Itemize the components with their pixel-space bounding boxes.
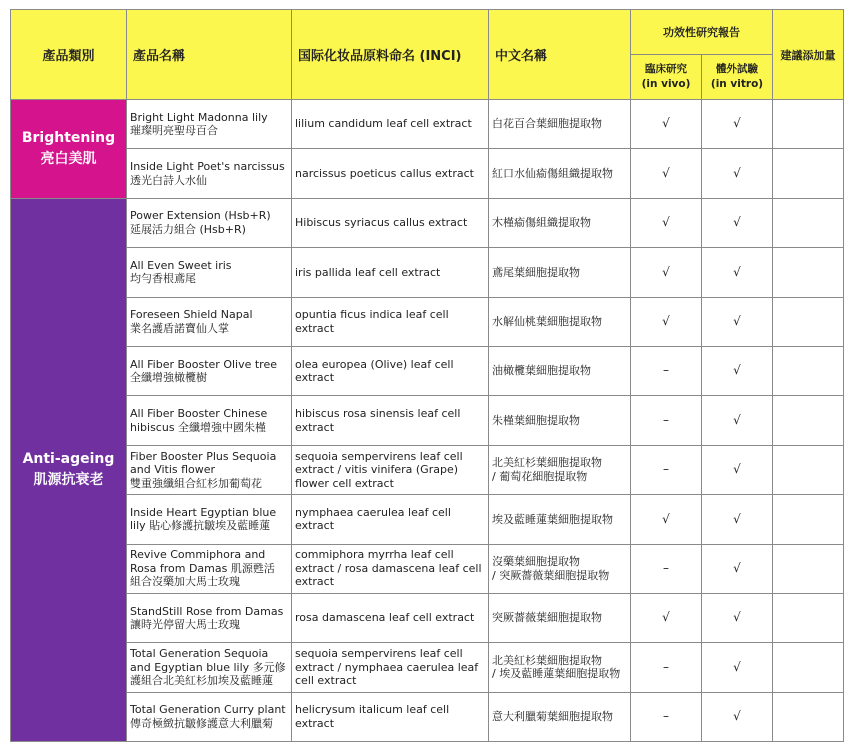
table-row (11, 692, 844, 741)
in-vivo-mark: – (631, 692, 702, 741)
product-name: StandStill Rose from Damas (130, 604, 284, 618)
product-name: Inside Light Poet's narcissus (130, 160, 285, 174)
table-row (11, 149, 844, 198)
header-in-vitro (702, 55, 773, 100)
header-inci: 国际化妆品原料命名 (INCI) (292, 10, 489, 100)
table-row (11, 248, 844, 297)
chinese-name-cell: 埃及藍睡蓮葉細胞提取物 (489, 495, 631, 544)
recommended-dosage-cell (773, 593, 844, 642)
recommended-dosage-cell (773, 544, 844, 593)
recommended-dosage-cell (773, 100, 844, 149)
chinese-name-cont: / 突厥薔薇葉細胞提取物 (492, 568, 610, 582)
table-row (11, 198, 844, 247)
inci-cell: sequoia sempervirens leaf cell extract / vitis vinifera (Grape) flower cell extract (292, 445, 489, 494)
header-efficacy-report: 功效性研究報告 (631, 10, 773, 55)
in-vivo-mark: √ (631, 495, 702, 544)
inci-cell: lilium candidum leaf cell extract (292, 100, 489, 149)
product-name-zh: lily 貼心修護抗皺埃及藍睡蓮 (130, 519, 271, 533)
product-name-cell (127, 100, 292, 149)
in-vitro-mark: √ (702, 495, 773, 544)
inci-cell: hibiscus rosa sinensis leaf cell extract (292, 396, 489, 445)
inci-cell: sequoia sempervirens leaf cell extract / nymphaea caerulea leaf cell extract (292, 643, 489, 692)
category-brightening (11, 100, 127, 199)
recommended-dosage-cell (773, 297, 844, 346)
product-name-cell (127, 396, 292, 445)
chinese-name-cell: 意大利臘菊葉細胞提取物 (489, 692, 631, 741)
chinese-name: 北美紅杉葉細胞提取物 (492, 456, 602, 470)
recommended-dosage-cell (773, 248, 844, 297)
table-row (11, 495, 844, 544)
product-name: Revive Commiphora and (130, 548, 266, 562)
table-row (11, 593, 844, 642)
product-name-zh: 組合沒藥加大馬士玫瑰 (130, 575, 240, 589)
chinese-name-cell: 白花百合葉細胞提取物 (489, 100, 631, 149)
inci-cell: commiphora myrrha leaf cell extract / rosa damascena leaf cell extract (292, 544, 489, 593)
in-vitro-mark: √ (702, 643, 773, 692)
in-vivo-mark: √ (631, 100, 702, 149)
chinese-name-cell: 朱槿葉細胞提取物 (489, 396, 631, 445)
product-name-zh: 傳奇極緻抗皺修護意大利臘菊 (130, 716, 273, 730)
product-name-cell (127, 346, 292, 395)
in-vivo-mark: √ (631, 149, 702, 198)
table-row (11, 346, 844, 395)
category-anti-ageing (11, 198, 127, 741)
product-name: Foreseen Shield Napal (130, 308, 253, 322)
inci-cell: helicrysum italicum leaf cell extract (292, 692, 489, 741)
in-vivo-mark: √ (631, 297, 702, 346)
chinese-name-cell (489, 643, 631, 692)
in-vivo-mark: – (631, 396, 702, 445)
product-name: Inside Heart Egyptian blue (130, 505, 277, 519)
product-name-zh: 讓時光停留大馬士玫瑰 (130, 618, 240, 632)
table-row (11, 544, 844, 593)
chinese-name-cell: 突厥薔薇葉細胞提取物 (489, 593, 631, 642)
product-name: All Fiber Booster Olive tree (130, 357, 277, 371)
header-in-vivo-zh: 臨床研究 (645, 63, 687, 75)
chinese-name-cell: 油橄欖葉細胞提取物 (489, 346, 631, 395)
table-row (11, 100, 844, 149)
chinese-name-cell: 紅口水仙瘉傷組織提取物 (489, 149, 631, 198)
product-name: Fiber Booster Plus Sequoia (130, 449, 277, 463)
chinese-name-cell (489, 445, 631, 494)
recommended-dosage-cell (773, 346, 844, 395)
product-name-cont: Rosa from Damas 肌源甦活 (130, 561, 275, 575)
chinese-name-cell: 木槿瘉傷組織提取物 (489, 198, 631, 247)
chinese-name: 沒藥葉細胞提取物 (492, 555, 580, 569)
in-vivo-mark: √ (631, 198, 702, 247)
recommended-dosage-cell (773, 396, 844, 445)
product-name-zh: 業名護盾諾寶仙人掌 (130, 321, 229, 335)
product-name: Bright Light Madonna lily (130, 110, 268, 124)
product-name-cell (127, 593, 292, 642)
recommended-dosage-cell (773, 445, 844, 494)
product-name-zh: hibiscus 全纖增強中國朱槿 (130, 420, 267, 434)
inci-cell: Hibiscus syriacus callus extract (292, 198, 489, 247)
in-vitro-mark: √ (702, 346, 773, 395)
product-name-cell (127, 149, 292, 198)
in-vitro-mark: √ (702, 445, 773, 494)
in-vitro-mark: √ (702, 692, 773, 741)
header-category: 產品類別 (11, 10, 127, 100)
chinese-name-cell (489, 544, 631, 593)
inci-cell: narcissus poeticus callus extract (292, 149, 489, 198)
product-name: All Fiber Booster Chinese (130, 407, 268, 421)
in-vivo-mark: – (631, 346, 702, 395)
in-vivo-mark: √ (631, 593, 702, 642)
header-in-vitro-zh: 體外試驗 (716, 63, 758, 75)
product-name: Total Generation Sequoia (130, 647, 269, 661)
product-table (10, 9, 844, 742)
chinese-name-cell: 水解仙桃葉細胞提取物 (489, 297, 631, 346)
recommended-dosage-cell (773, 149, 844, 198)
product-name-cont: and Egyptian blue lily 多元修 (130, 660, 286, 674)
category-label-en: Brightening (21, 129, 116, 146)
in-vitro-mark: √ (702, 198, 773, 247)
chinese-name-cont: / 葡萄花細胞提取物 (492, 469, 588, 483)
header-in-vivo-en: (in vivo) (641, 78, 691, 90)
product-name-cell (127, 544, 292, 593)
product-name-zh: 全纖增強橄欖樹 (130, 371, 207, 385)
product-name-cell (127, 198, 292, 247)
product-name-cell (127, 248, 292, 297)
inci-cell: rosa damascena leaf cell extract (292, 593, 489, 642)
product-name-zh: 延展活力組合 (Hsb+R) (130, 222, 246, 236)
product-name-cont: and Vitis flower (130, 463, 216, 477)
table-row (11, 643, 844, 692)
inci-cell: opuntia ficus indica leaf cell extract (292, 297, 489, 346)
in-vivo-mark: – (631, 643, 702, 692)
in-vivo-mark: – (631, 445, 702, 494)
product-name-cell (127, 692, 292, 741)
product-name: Total Generation Curry plant (130, 703, 286, 717)
product-name-zh: 均勻香根鳶尾 (130, 272, 196, 286)
inci-cell: iris pallida leaf cell extract (292, 248, 489, 297)
product-name-cell (127, 495, 292, 544)
in-vitro-mark: √ (702, 297, 773, 346)
in-vitro-mark: √ (702, 248, 773, 297)
product-name: All Even Sweet iris (130, 258, 232, 272)
product-name-zh: 護組合北美紅杉加埃及藍睡蓮 (130, 674, 273, 688)
recommended-dosage-cell (773, 692, 844, 741)
table-row (11, 445, 844, 494)
header-in-vivo (631, 55, 702, 100)
in-vitro-mark: √ (702, 100, 773, 149)
inci-cell: olea europea (Olive) leaf cell extract (292, 346, 489, 395)
inci-cell: nymphaea caerulea leaf cell extract (292, 495, 489, 544)
chinese-name-cont: / 埃及藍睡蓮葉細胞提取物 (492, 667, 621, 681)
in-vitro-mark: √ (702, 544, 773, 593)
in-vitro-mark: √ (702, 593, 773, 642)
header-recommended-dosage: 建議添加量 (773, 10, 844, 100)
table-row (11, 396, 844, 445)
category-label-zh: 亮白美肌 (40, 150, 97, 167)
in-vivo-mark: – (631, 544, 702, 593)
recommended-dosage-cell (773, 198, 844, 247)
chinese-name: 北美紅杉葉細胞提取物 (492, 653, 602, 667)
header-in-vitro-en: (in vitro) (710, 78, 764, 90)
product-name-zh: 雙重強纖組合紅杉加葡萄花 (130, 476, 262, 490)
header-chinese-name: 中文名稱 (489, 10, 631, 100)
product-name-cell (127, 445, 292, 494)
recommended-dosage-cell (773, 643, 844, 692)
in-vitro-mark: √ (702, 149, 773, 198)
in-vivo-mark: √ (631, 248, 702, 297)
product-name: Power Extension (Hsb+R) (130, 209, 271, 223)
category-label-en: Anti-ageing (22, 450, 115, 467)
category-label-zh: 肌源抗衰老 (33, 471, 104, 488)
header-product-name: 產品名稱 (127, 10, 292, 100)
chinese-name-cell: 鳶尾葉細胞提取物 (489, 248, 631, 297)
product-name-cell (127, 643, 292, 692)
table-row (11, 297, 844, 346)
in-vitro-mark: √ (702, 396, 773, 445)
recommended-dosage-cell (773, 495, 844, 544)
product-name-zh: 璀璨明亮聖母百合 (130, 124, 218, 138)
product-name-cell (127, 297, 292, 346)
product-name-zh: 透光白詩人水仙 (130, 173, 207, 187)
